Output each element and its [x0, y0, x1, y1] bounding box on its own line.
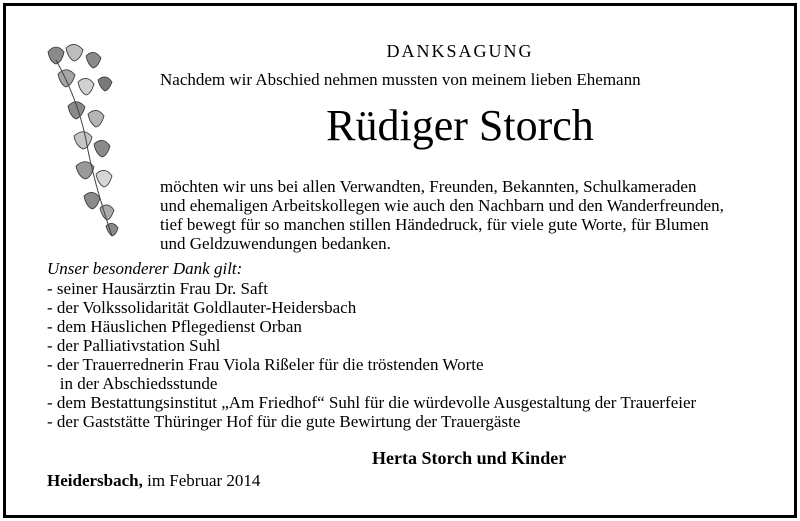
paragraph-line: möchten wir uns bei allen Verwandten, Freunden, Bekannten, Schulkameraden [160, 177, 697, 196]
paragraph-line: tief bewegt für so manchen stillen Händedruck, für viele gute Worte, für Blumen [160, 215, 709, 234]
list-item: - dem Bestattungsinstitut „Am Friedhof“ Suhl für die würdevolle Ausgestaltung der Trauerfeier [47, 393, 697, 412]
place-date [47, 471, 260, 491]
list-item: - der Gaststätte Thüringer Hof für die gute Bewirtung der Trauergäste [47, 412, 521, 431]
signature: Herta Storch und Kinder [372, 448, 567, 468]
list-item: in der Abschiedsstunde [47, 374, 218, 393]
list-item: - der Volkssolidarität Goldlauter-Heidersbach [47, 298, 357, 317]
special-thanks-title: Unser besonderer Dank gilt: [47, 259, 243, 278]
intro-text: Nachdem wir Abschied nehmen mussten von meinem lieben Ehemann [160, 70, 641, 89]
special-thanks-list [47, 279, 696, 431]
heading-danksagung: DANKSAGUNG [386, 41, 534, 61]
place: Heidersbach, [47, 471, 143, 490]
thanks-paragraph [160, 177, 724, 253]
list-item: - der Trauerrednerin Frau Viola Rißeler für die tröstenden Worte [47, 355, 484, 374]
list-item: - seiner Hausärztin Frau Dr. Saft [47, 279, 268, 298]
paragraph-line: und Geldzuwendungen bedanken. [160, 234, 391, 253]
paragraph-line: und ehemaligen Arbeitskollegen wie auch den Nachbarn und den Wanderfreunden, [160, 196, 724, 215]
date: im Februar 2014 [142, 471, 261, 490]
list-item: - der Palliativstation Suhl [47, 336, 221, 355]
list-item: - dem Häuslichen Pflegedienst Orban [47, 317, 302, 336]
deceased-name: Rüdiger Storch [326, 101, 594, 150]
